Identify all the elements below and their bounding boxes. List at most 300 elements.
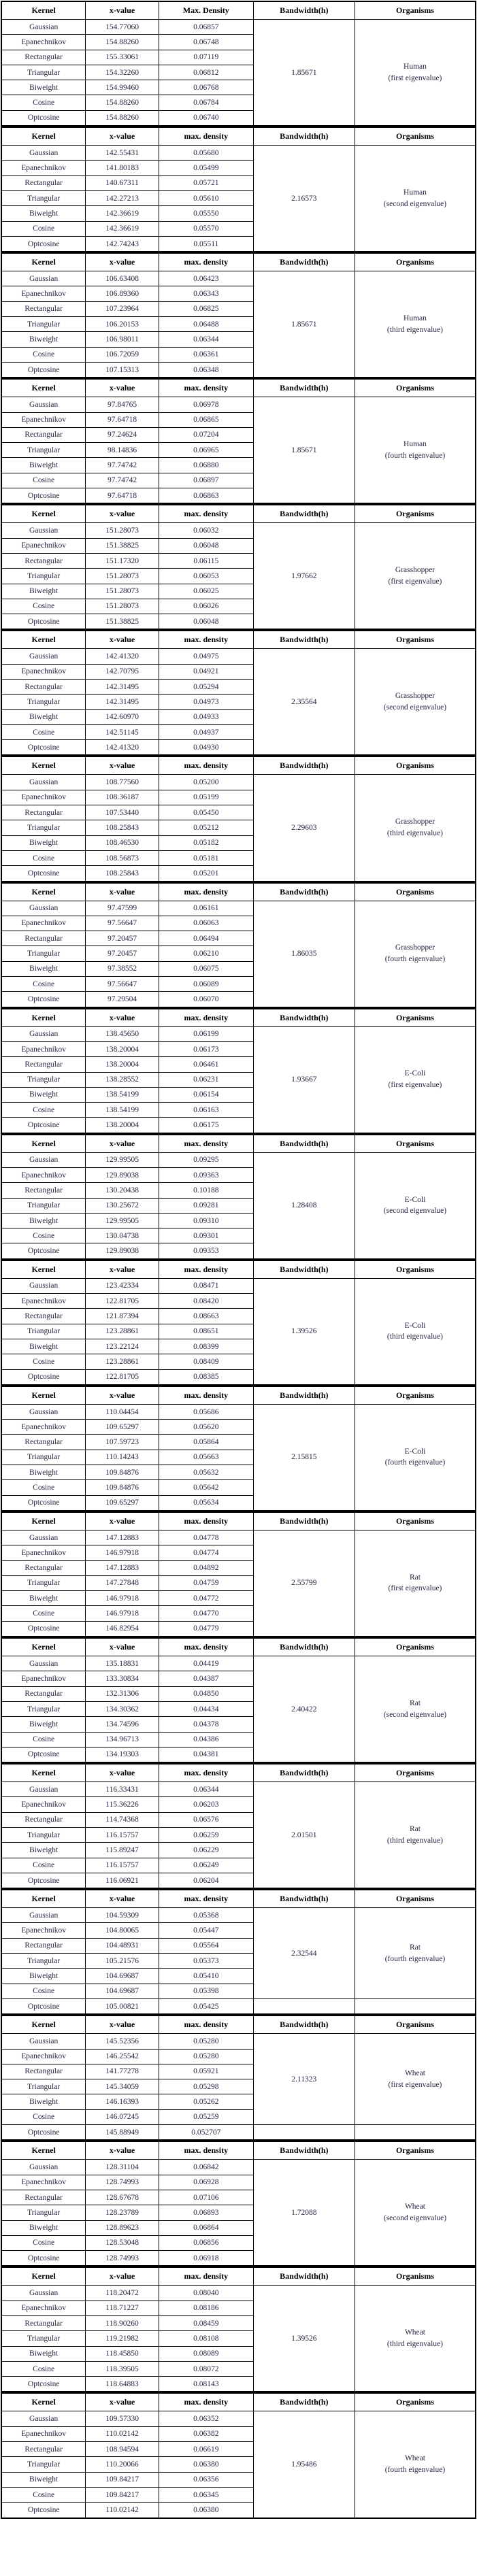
organism-eigenvalue-label: (first eigenvalue) [388,1081,442,1090]
organism-cell [355,1026,476,1133]
organism-eigenvalue-label: (second eigenvalue) [383,2213,447,2222]
kernel-row [1,1998,476,2014]
max-density-cell: 0.06856 [159,2235,253,2250]
bandwidth-header: Bandwidth(h) [253,883,355,901]
max-density-cell: 0.06343 [159,286,253,301]
kernel-name-cell: Biweight [1,206,86,221]
organism-name: Rat [409,1943,421,1952]
x-value-header: x-value [86,379,159,397]
x-value-cell: 135.18831 [86,1656,159,1671]
organism-name: Human [404,62,427,71]
x-value-cell: 98.14836 [86,443,159,458]
kernel-name-cell: Epanechnikov [1,161,86,175]
x-value-cell: 129.89038 [86,1243,159,1259]
kernel-row [1,1656,476,1671]
max-density-header: max. density [159,1009,253,1027]
bandwidth-cell [253,2034,355,2125]
bandwidth-header: Bandwidth(h) [253,505,355,523]
max-density-cell: 0.06344 [159,1782,253,1797]
max-density-cell: 0.09310 [159,1213,253,1228]
bandwidth-header: Bandwidth(h) [253,1890,355,1908]
x-value-cell: 115.36226 [86,1797,159,1812]
kernel-header: Kernel [1,1386,86,1405]
x-value-cell: 97.29504 [86,992,159,1007]
x-value-cell: 110.02142 [86,2503,159,2518]
kernel-name-cell: Epanechnikov [1,1168,86,1183]
kernel-row [1,775,476,790]
header-row [1,379,476,397]
organism-cell [355,2034,476,2125]
x-value-cell: 108.94594 [86,2442,159,2457]
max-density-cell: 0.05663 [159,1450,253,1465]
x-value-cell: 154.88260 [86,95,159,110]
x-value-cell: 154.32260 [86,65,159,80]
kernel-name-cell: Triangular [1,1701,86,1716]
x-value-cell: 109.84876 [86,1480,159,1495]
x-value-cell: 145.52356 [86,2034,159,2049]
bandwidth-value: 1.85671 [291,68,317,77]
bandwidth-cell [253,20,355,127]
kernel-name-cell: Rectangular [1,175,86,190]
kernel-name-cell: Gaussian [1,775,86,790]
organism-cell [355,20,476,127]
x-value-cell: 151.28073 [86,523,159,538]
x-value-cell: 142.27213 [86,190,159,205]
max-density-header: max. density [159,505,253,523]
max-density-cell: 0.09353 [159,1243,253,1259]
x-value-cell: 154.88260 [86,110,159,126]
max-density-header: max. density [159,253,253,271]
x-value-cell: 145.34059 [86,2079,159,2094]
header-row [1,1512,476,1530]
organisms-header: Organisms [355,1386,476,1405]
x-value-header: x-value [86,505,159,523]
max-density-cell: 0.07204 [159,427,253,442]
x-value-cell: 141.77278 [86,2064,159,2079]
organism-eigenvalue-label: (second eigenvalue) [383,1207,447,1216]
bandwidth-value: 1.95486 [291,2460,317,2469]
section-body [1,1026,476,1133]
max-density-cell: 0.052707 [159,2125,253,2141]
x-value-header: x-value [86,1638,159,1656]
header-row [1,253,476,271]
bandwidth-value: 1.28408 [291,1201,317,1210]
organisms-header: Organisms [355,379,476,397]
x-value-cell: 104.80065 [86,1923,159,1938]
kernel-name-cell: Biweight [1,458,86,473]
organism-name: Grasshopper [395,692,435,701]
x-value-cell: 108.25843 [86,820,159,835]
kernel-name-cell: Gaussian [1,2411,86,2426]
x-value-cell: 97.56647 [86,977,159,992]
section-header [1,2393,476,2411]
kernel-name-cell: Rectangular [1,301,86,316]
section-header [1,379,476,397]
header-row [1,127,476,146]
kernel-name-cell: Triangular [1,1072,86,1087]
organisms-header: Organisms [355,1135,476,1153]
max-density-cell: 0.05280 [159,2049,253,2064]
x-value-cell: 134.19303 [86,1747,159,1762]
kernel-name-cell: Biweight [1,709,86,724]
organisms-header: Organisms [355,1009,476,1027]
x-value-cell: 97.64718 [86,412,159,427]
kernel-name-cell: Triangular [1,317,86,332]
kernel-name-cell: Gaussian [1,1656,86,1671]
x-value-cell: 146.97918 [86,1591,159,1606]
max-density-cell: 0.06154 [159,1087,253,1102]
organism-cell [355,2160,476,2266]
max-density-header: max. density [159,127,253,146]
max-density-cell: 0.05298 [159,2079,253,2094]
max-density-cell: 0.05721 [159,175,253,190]
max-density-cell: 0.06488 [159,317,253,332]
kernel-row [1,901,476,916]
max-density-header: max. density [159,1764,253,1782]
kernel-name-cell: Cosine [1,95,86,110]
x-value-cell: 141.80183 [86,161,159,175]
organism-cell [355,2286,476,2392]
max-density-cell: 0.06784 [159,95,253,110]
organism-cell [355,1404,476,1511]
x-value-cell: 122.81705 [86,1369,159,1385]
x-value-cell: 110.14243 [86,1450,159,1465]
kernel-name-cell: Epanechnikov [1,2301,86,2315]
x-value-cell: 106.20153 [86,317,159,332]
kernel-name-cell: Gaussian [1,1026,86,1041]
max-density-cell: 0.08420 [159,1294,253,1309]
max-density-cell: 0.05182 [159,835,253,850]
max-density-cell: 0.05199 [159,790,253,805]
section-body [1,1782,476,1889]
kernel-name-cell: Triangular [1,820,86,835]
empty-organism-cell [355,1998,476,2014]
max-density-cell: 0.05450 [159,805,253,820]
kernel-name-cell: Triangular [1,1450,86,1465]
x-value-cell: 145.88949 [86,2125,159,2141]
max-density-cell: 0.05564 [159,1938,253,1953]
max-density-cell: 0.06048 [159,614,253,630]
organism-eigenvalue-label: (third eigenvalue) [386,2339,443,2348]
organism-eigenvalue-label: (third eigenvalue) [386,1836,443,1845]
x-value-header: x-value [86,631,159,649]
kernel-name-cell: Gaussian [1,1530,86,1545]
bandwidth-header: Bandwidth(h) [253,631,355,649]
organism-name: Rat [409,1699,421,1707]
max-density-cell: 0.06382 [159,2426,253,2441]
max-density-cell: 0.08459 [159,2316,253,2331]
x-value-cell: 97.84765 [86,397,159,412]
max-density-cell: 0.04434 [159,1701,253,1716]
max-density-cell: 0.06897 [159,473,253,488]
section-header [1,1009,476,1027]
max-density-header: max. density [159,1260,253,1279]
x-value-cell: 109.65297 [86,1495,159,1511]
max-density-header: max. density [159,756,253,775]
kernel-name-cell: Rectangular [1,931,86,946]
organism-cell [355,523,476,630]
x-value-cell: 118.64883 [86,2377,159,2392]
x-value-cell: 109.57330 [86,2411,159,2426]
kernel-name-cell: Cosine [1,1354,86,1369]
kernel-name-cell: Cosine [1,2109,86,2124]
max-density-cell: 0.06863 [159,488,253,504]
max-density-cell: 0.08663 [159,1309,253,1324]
bandwidth-value: 1.93667 [291,1075,317,1084]
bandwidth-header: Bandwidth(h) [253,1260,355,1279]
kernel-header: Kernel [1,379,86,397]
organism-eigenvalue-label: (third eigenvalue) [386,829,443,837]
kernel-table-section [1,1,476,127]
kernel-table-section [1,127,476,252]
organism-eigenvalue-label: (first eigenvalue) [388,1584,442,1593]
x-value-cell: 151.38825 [86,614,159,630]
max-density-cell: 0.06352 [159,2411,253,2426]
organism-eigenvalue-label: (first eigenvalue) [388,577,442,586]
bandwidth-value: 2.01501 [291,1830,317,1839]
x-value-cell: 106.89360 [86,286,159,301]
organisms-header: Organisms [355,2141,476,2160]
kernel-header: Kernel [1,631,86,649]
organism-cell [355,397,476,504]
kernel-name-cell: Rectangular [1,1938,86,1953]
kernel-table-section [1,2266,476,2392]
kernel-name-cell: Biweight [1,1591,86,1606]
kernel-name-cell: Cosine [1,1228,86,1243]
kernel-row [1,1782,476,1797]
section-header [1,1260,476,1279]
organisms-header: Organisms [355,2267,476,2286]
kernel-name-cell: Cosine [1,473,86,488]
kernel-name-cell: Gaussian [1,1152,86,1167]
kernel-name-cell: Rectangular [1,1560,86,1575]
max-density-cell: 0.06345 [159,2487,253,2502]
section-body [1,397,476,504]
x-value-cell: 116.15757 [86,1827,159,1842]
x-value-cell: 106.63408 [86,271,159,286]
kernel-name-cell: Optcosine [1,1118,86,1133]
section-body [1,1404,476,1511]
x-value-cell: 151.28073 [86,599,159,614]
section-header [1,127,476,146]
kernel-row [1,1530,476,1545]
max-density-cell: 0.05620 [159,1420,253,1435]
max-density-cell: 0.06163 [159,1103,253,1118]
x-value-cell: 142.51145 [86,724,159,739]
kernel-table-section [1,1134,476,1260]
max-density-cell: 0.08471 [159,1278,253,1293]
header-row [1,1890,476,1908]
kernel-table-section [1,882,476,1008]
kernel-table-section [1,504,476,630]
bandwidth-header: Bandwidth(h) [253,253,355,271]
x-value-cell: 151.28073 [86,569,159,584]
x-value-cell: 134.74596 [86,1717,159,1732]
kernel-name-cell: Optcosine [1,740,86,756]
max-density-cell: 0.05294 [159,679,253,694]
max-density-cell: 0.08108 [159,2331,253,2346]
kernel-name-cell: Biweight [1,584,86,599]
kernel-name-cell: Optcosine [1,110,86,126]
organisms-header: Organisms [355,2393,476,2411]
bandwidth-cell [253,901,355,1007]
max-density-cell: 0.05634 [159,1495,253,1511]
section-body [1,523,476,630]
x-value-cell: 123.22124 [86,1339,159,1354]
kernel-name-cell: Triangular [1,190,86,205]
kernel-name-cell: Triangular [1,443,86,458]
max-density-cell: 0.05368 [159,1908,253,1923]
kernel-name-cell: Cosine [1,347,86,362]
kernel-name-cell: Triangular [1,1954,86,1969]
max-density-cell: 0.04386 [159,1732,253,1747]
max-density-cell: 0.05499 [159,161,253,175]
kernel-name-cell: Optcosine [1,1369,86,1385]
empty-organism-cell [355,2125,476,2141]
bandwidth-value: 2.16573 [291,194,317,203]
organism-cell [355,1530,476,1637]
x-value-cell: 154.88260 [86,35,159,50]
kernel-name-cell: Triangular [1,695,86,709]
header-row [1,505,476,523]
x-value-cell: 118.39505 [86,2361,159,2376]
max-density-cell: 0.05201 [159,866,253,882]
x-value-cell: 138.54199 [86,1087,159,1102]
kernel-name-cell: Rectangular [1,1309,86,1324]
x-value-cell: 147.27848 [86,1575,159,1590]
kernel-name-cell: Biweight [1,2220,86,2235]
x-value-cell: 155.33061 [86,50,159,65]
max-density-cell: 0.10188 [159,1183,253,1198]
bandwidth-value: 2.15815 [291,1453,317,1462]
kernel-row [1,1026,476,1041]
kernel-row [1,397,476,412]
kernel-header: Kernel [1,1512,86,1530]
kernel-row [1,1908,476,1923]
kernel-name-cell: Optcosine [1,362,86,378]
x-value-cell: 138.20004 [86,1118,159,1133]
bandwidth-value: 1.85671 [291,320,317,329]
organisms-header: Organisms [355,1890,476,1908]
bandwidth-header: Bandwidth(h) [253,2267,355,2286]
max-density-header: Max. Density [159,1,253,20]
x-value-cell: 110.20066 [86,2457,159,2472]
organism-cell [355,271,476,378]
max-density-cell: 0.04921 [159,664,253,679]
organisms-header: Organisms [355,756,476,775]
kernel-name-cell: Epanechnikov [1,2426,86,2441]
kernel-name-cell: Epanechnikov [1,1420,86,1435]
max-density-cell: 0.06229 [159,1843,253,1858]
max-density-cell: 0.05921 [159,2064,253,2079]
organisms-header: Organisms [355,253,476,271]
bandwidth-value: 1.72088 [291,2208,317,2217]
max-density-cell: 0.05632 [159,1465,253,1480]
max-density-cell: 0.05864 [159,1435,253,1450]
x-value-cell: 146.97918 [86,1545,159,1560]
section-body [1,1278,476,1385]
max-density-cell: 0.04387 [159,1671,253,1686]
kernel-name-cell: Biweight [1,80,86,95]
kernel-name-cell: Epanechnikov [1,35,86,50]
max-density-cell: 0.06032 [159,523,253,538]
kernel-table-section [1,756,476,882]
kernel-table-section [1,252,476,378]
x-value-cell: 138.54199 [86,1103,159,1118]
organism-cell [355,901,476,1007]
section-header [1,2141,476,2160]
kernel-name-cell: Gaussian [1,271,86,286]
organisms-header: Organisms [355,631,476,649]
x-value-cell: 122.81705 [86,1294,159,1309]
kernel-table-section [1,2392,476,2518]
bandwidth-cell [253,1530,355,1637]
kernel-header: Kernel [1,505,86,523]
max-density-cell: 0.05259 [159,2109,253,2124]
organism-name: Grasshopper [395,566,435,575]
kernel-table-section [1,630,476,756]
kernel-name-cell: Epanechnikov [1,664,86,679]
max-density-cell: 0.06918 [159,2251,253,2266]
kernel-name-cell: Gaussian [1,1278,86,1293]
kernel-name-cell: Rectangular [1,2064,86,2079]
section-body [1,2160,476,2266]
organism-eigenvalue-label: (first eigenvalue) [388,73,442,82]
max-density-cell: 0.06928 [159,2175,253,2190]
kernel-row [1,523,476,538]
max-density-cell: 0.05398 [159,1984,253,1998]
section-header [1,883,476,901]
section-body [1,649,476,756]
max-density-cell: 0.06380 [159,2457,253,2472]
section-header [1,505,476,523]
organism-name: Grasshopper [395,943,435,952]
x-value-cell: 123.42334 [86,1278,159,1293]
max-density-cell: 0.06173 [159,1041,253,1056]
organism-cell [355,2411,476,2518]
x-value-cell: 146.82954 [86,1621,159,1637]
x-value-cell: 138.28552 [86,1072,159,1087]
x-value-cell: 97.64718 [86,488,159,504]
bandwidth-value: 2.32544 [291,1949,317,1958]
kernel-name-cell: Rectangular [1,50,86,65]
bandwidth-header: Bandwidth(h) [253,379,355,397]
x-value-cell: 106.72059 [86,347,159,362]
organism-name: Wheat [404,2454,425,2463]
x-value-header: x-value [86,2267,159,2286]
bandwidth-header: Bandwidth(h) [253,1,355,20]
section-header [1,2267,476,2286]
max-density-header: max. density [159,379,253,397]
kernel-name-cell: Optcosine [1,1621,86,1637]
kernel-name-cell: Epanechnikov [1,286,86,301]
bandwidth-cell [253,1908,355,1999]
organism-eigenvalue-label: (fourth eigenvalue) [384,2466,446,2475]
organism-name: Wheat [404,2203,425,2211]
x-value-cell: 129.99505 [86,1152,159,1167]
organism-name: Human [404,188,427,197]
x-value-cell: 129.99505 [86,1213,159,1228]
max-density-cell: 0.06204 [159,1873,253,1888]
section-body [1,146,476,252]
x-value-cell: 147.12883 [86,1530,159,1545]
organism-cell [355,146,476,252]
kernel-name-cell: Rectangular [1,2190,86,2205]
max-density-cell: 0.04930 [159,740,253,756]
kernel-header: Kernel [1,1,86,20]
organism-cell [355,1152,476,1259]
kernel-name-cell: Biweight [1,835,86,850]
